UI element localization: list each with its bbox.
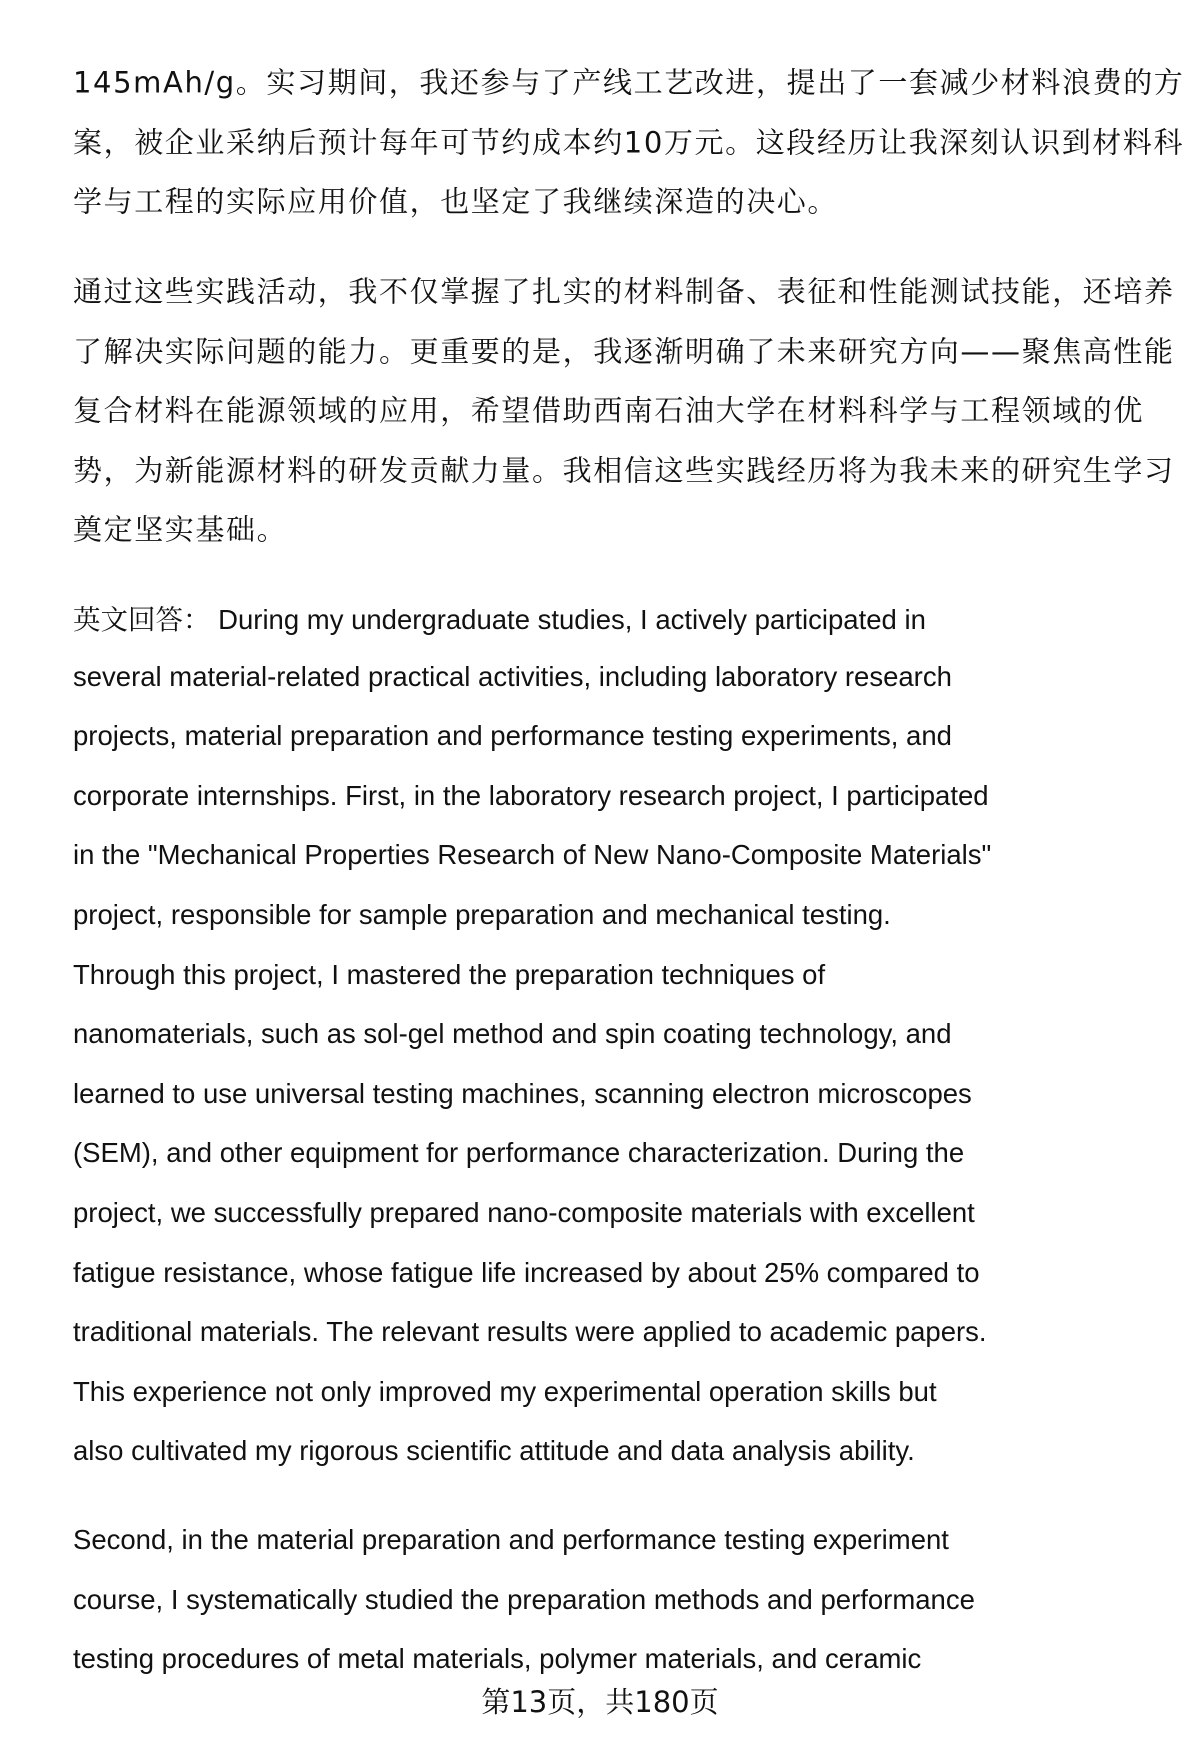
paragraph-2-line: 通过这些实践活动，我不仅掌握了扎实的材料制备、表征和性能测试技能，还培养 — [73, 274, 1175, 309]
paragraph-3-line: project, responsible for sample preparation and mechanical testing. — [73, 899, 891, 930]
paragraph-2-line: 复合材料在能源领域的应用，希望借助西南石油大学在材料科学与工程领域的优 — [73, 393, 1145, 428]
paragraph-2-line: 势，为新能源材料的研发贡献力量。我相信这些实践经历将为我未来的研究生学习 — [73, 453, 1175, 488]
paragraph-3-line: also cultivated my rigorous scientific attitude and data analysis ability. — [73, 1435, 915, 1467]
page-number: 第13页，共180页 — [481, 1685, 719, 1719]
paragraph-3-line: (SEM), and other equipment for performance characterization. During the — [73, 1137, 965, 1169]
paragraph-3-line: nanomaterials, such as sol-gel method and spin coating technology, and — [73, 1018, 952, 1050]
paragraph-3-line: learned to use universal testing machines, scanning electron microscopes — [73, 1077, 972, 1109]
paragraph-3-line: This experience not only improved my experimental operation skills but — [73, 1375, 937, 1407]
paragraph-1-line: 案，被企业采纳后预计每年可节约成本约10万元。这段经历让我深刻认识到材料科 — [73, 125, 1185, 160]
paragraph-4-line: testing procedures of metal materials, polymer materials, and ceramic — [73, 1643, 922, 1675]
paragraph-3-line: corporate internships. First, in the laboratory research project, I participated — [73, 779, 989, 811]
paragraph-3-line: projects, material preparation and performance testing experiments, and — [73, 720, 952, 752]
paragraph-3-line: 英文回答： During my undergraduate studies, I actively participated in — [73, 604, 926, 635]
paragraph-4-line: course, I systematically studied the preparation methods and performance — [73, 1583, 975, 1615]
paragraph-3-line: in the "Mechanical Properties Research of New Nano-Composite Materials" — [73, 839, 992, 871]
paragraph-3-line: project, we successfully prepared nano-composite materials with excellent — [73, 1197, 975, 1228]
paragraph-4-line: Second, in the material preparation and performance testing experiment — [73, 1524, 949, 1555]
paragraph-3-line: fatigue resistance, whose fatigue life increased by about 25% compared to — [73, 1256, 980, 1288]
paragraph-3-line: traditional materials. The relevant results were applied to academic papers. — [73, 1316, 987, 1348]
paragraph-2-line: 奠定坚实基础。 — [73, 512, 288, 547]
paragraph-3-line: Through this project, I mastered the preparation techniques of — [73, 958, 826, 990]
paragraph-1-line: 学与工程的实际应用价值，也坚定了我继续深造的决心。 — [73, 184, 839, 219]
paragraph-1-line: 145mAh/g。实习期间，我还参与了产线工艺改进，提出了一套减少材料浪费的方 — [73, 65, 1185, 100]
paragraph-3-line: several material-related practical activities, including laboratory research — [73, 660, 952, 692]
paragraph-2-line: 了解决实际问题的能力。更重要的是，我逐渐明确了未来研究方向——聚焦高性能 — [73, 334, 1175, 369]
